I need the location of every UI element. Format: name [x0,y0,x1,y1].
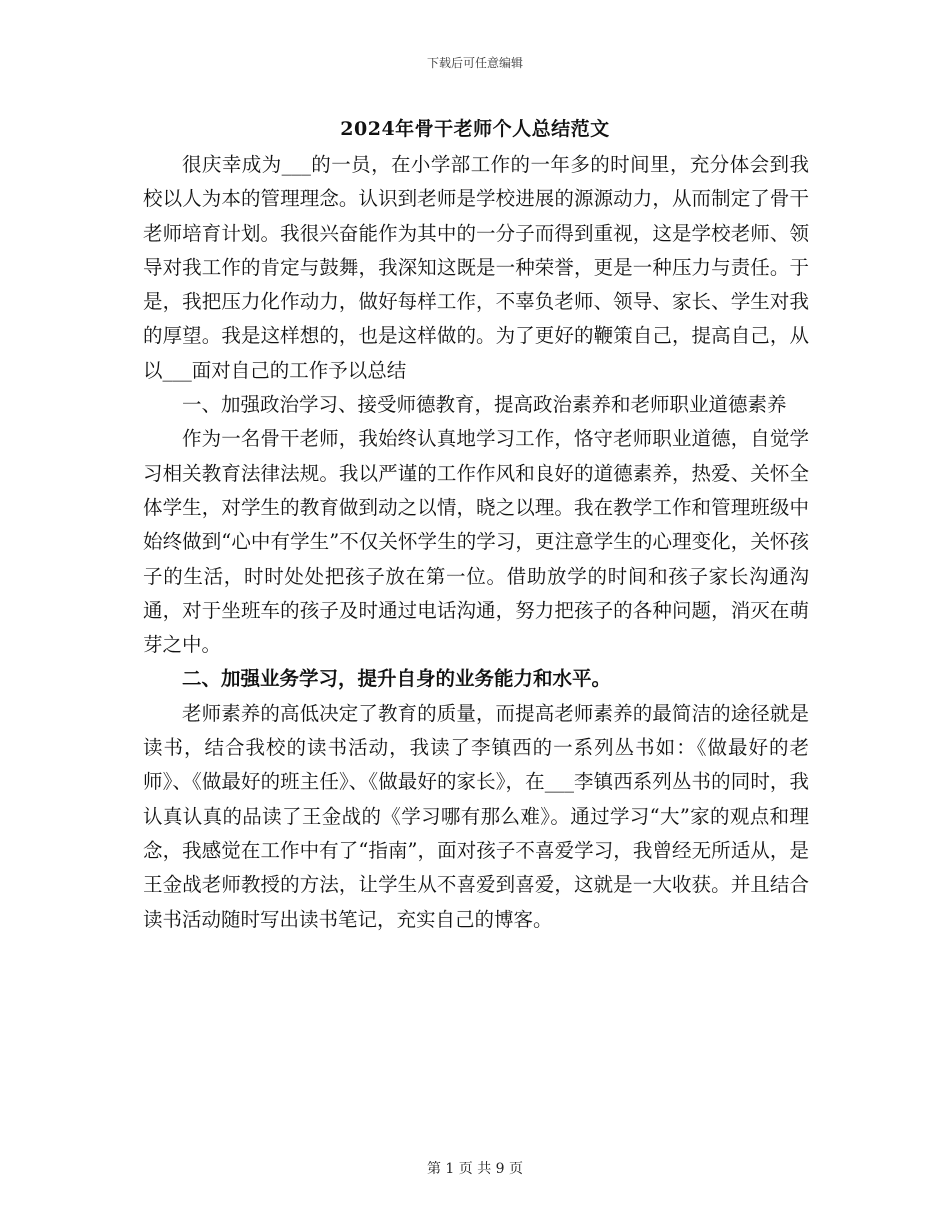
page-number: 第 1 页 共 9 页 [426,1161,524,1177]
document-title: 2024年骨干老师个人总结范文 [340,118,610,140]
paragraph-intro: 很庆幸成为___的一员，在小学部工作的一年多的时间里，充分体会到我校以人为本的管理理念。认识到老师是学校进展的源源动力，从而制定了骨干老师培育计划。我很兴奋能作为其中的一分子而得到重视，这是学校老师、领导对我工作的肯定与鼓舞，我深知这既是一种荣誉，更是一种压力与责任。于是，我把压力化作动力，做好每样工作，不辜负老师、领导、家长、学生对我的厚望。我是这样想的，也是这样做的。为了更好的鞭策自己，提高自己，从以___面对自己的工作予以总结 [143,153,809,382]
paragraph-section-1: 作为一名骨干老师，我始终认真地学习工作，恪守老师职业道德，自觉学习相关教育法律法规。我以严谨的工作作风和良好的道德素养，热爱、关怀全体学生，对学生的教育做到动之以情，晓之以理。我在教学工作和管理班级中始终做到“心中有学生”不仅关怀学生的学习，更注意学生的心理变化，关怀孩子的生活，时时处处把孩子放在第一位。借助放学的时间和孩子家长沟通沟通，对于坐班车的孩子及时通过电话沟通，努力把孩子的各种问题，消灭在萌芽之中。 [143,427,809,657]
paragraph-section-2: 老师素养的高低决定了教育的质量，而提高老师素养的最简洁的途径就是读书，结合我校的读书活动，我读了李镇西的一系列丛书如：《做最好的老师》、《做最好的班主任》、《做最好的家长》，在___李镇西系列丛书的同时，我认真认真的品读了王金战的《学习哪有那么难》。通过学习“大”家的观点和理念，我感觉在工作中有了“指南”，面对孩子不喜爱学习，我曾经无所适从，是王金战老师教授的方法，让学生从不喜爱到喜爱，这就是一大收获。并且结合读书活动随时写出读书笔记，充实自己的博客。 [143,701,809,931]
header-note: 下载后可任意编辑 [426,56,523,70]
section-heading-2: 二、加强业务学习，提升自身的业务能力和水平。 [182,667,612,691]
document-body [143,148,809,937]
section-heading-1: 一、加强政治学习、接受师德教育，提高政治素养和老师职业道德素养 [182,393,787,417]
